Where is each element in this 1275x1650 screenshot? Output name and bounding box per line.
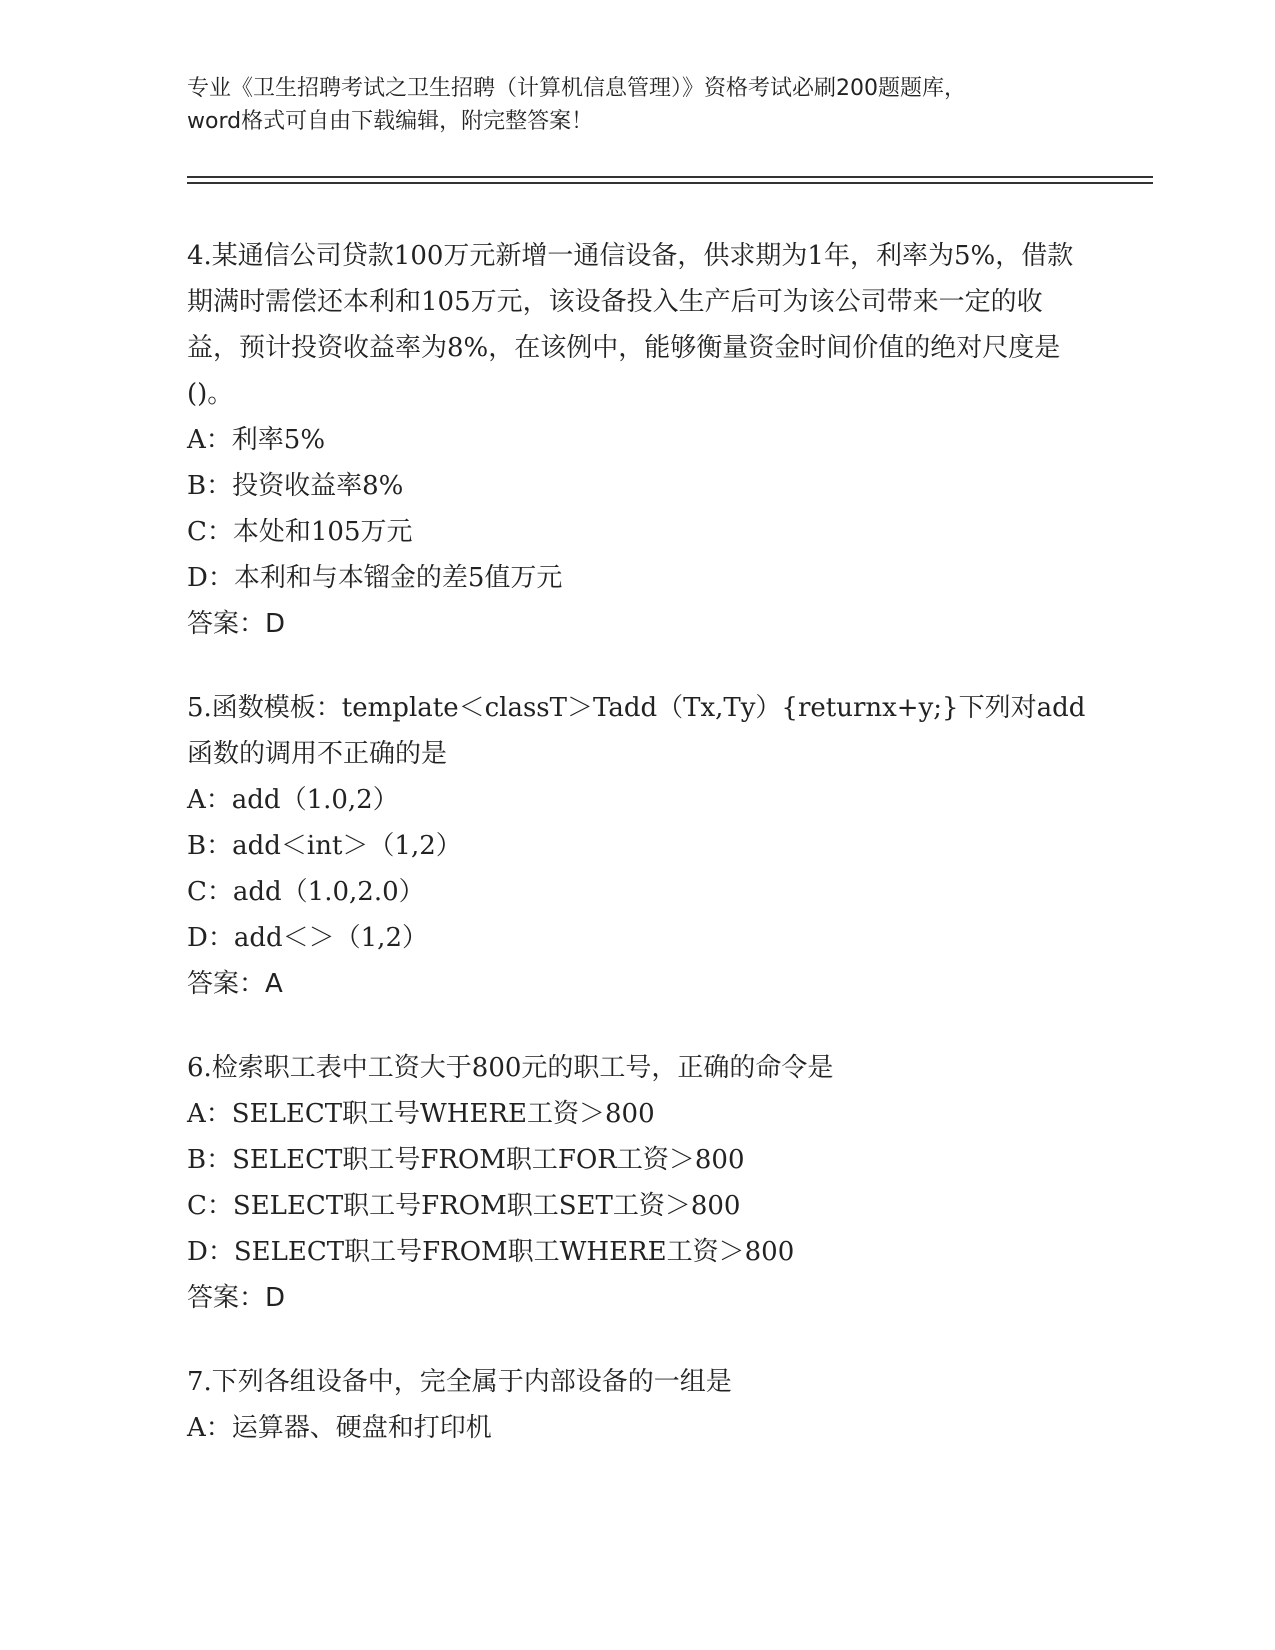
header-divider-bottom (187, 182, 1153, 184)
question-7 (187, 1359, 1087, 1451)
option-a: A：运算器、硬盘和打印机 (187, 1413, 492, 1443)
question-stem: 6.检索职工表中工资大于800元的职工号，正确的命令是 (187, 1053, 834, 1083)
answer-line: 答案：D (187, 1283, 286, 1313)
question-5 (187, 685, 1087, 1007)
header-line-1: 专业《卫生招聘考试之卫生招聘（计算机信息管理）》资格考试必刷200题题库， (187, 76, 966, 101)
option-c: C：本处和105万元 (187, 517, 413, 547)
option-c: C：add（1.0,2.0） (187, 877, 425, 907)
question-stem: 4.某通信公司贷款100万元新增一通信设备，供求期为1年，利率为5%，借款期满时需偿还本利和105万元，该设备投入生产后可为该公司带来一定的收益，预计投资收益率为8%，在该例中，能够衡量资金时间价值的绝对尺度是()。 (187, 241, 1074, 409)
option-b: B：投资收益率8% (187, 471, 404, 501)
answer-line: 答案：D (187, 609, 286, 639)
question-list (187, 233, 1087, 1489)
option-c: C：SELECT职工号FROM职工SET工资＞800 (187, 1191, 741, 1221)
option-d: D：SELECT职工号FROM职工WHERE工资＞800 (187, 1237, 795, 1267)
option-a: A：利率5% (187, 425, 326, 455)
question-stem: 5.函数模板：template＜classT＞Tadd（Tx,Ty）{returnx+y;}下列对add函数的调用不正确的是 (187, 693, 1086, 769)
document-header (187, 72, 1087, 138)
header-divider-top (187, 176, 1153, 178)
option-d: D：本利和与本镏金的差5值万元 (187, 563, 563, 593)
option-d: D：add＜＞（1,2） (187, 923, 428, 953)
option-b: B：SELECT职工号FROM职工FOR工资＞800 (187, 1145, 745, 1175)
option-a: A：add（1.0,2） (187, 785, 399, 815)
question-6 (187, 1045, 1087, 1321)
header-line-2: word格式可自由下载编辑，附完整答案！ (187, 109, 594, 134)
answer-line: 答案：A (187, 969, 283, 999)
question-stem: 7.下列各组设备中，完全属于内部设备的一组是 (187, 1367, 732, 1397)
question-4 (187, 233, 1087, 647)
option-a: A：SELECT职工号WHERE工资＞800 (187, 1099, 655, 1129)
option-b: B：add＜int＞（1,2） (187, 831, 462, 861)
